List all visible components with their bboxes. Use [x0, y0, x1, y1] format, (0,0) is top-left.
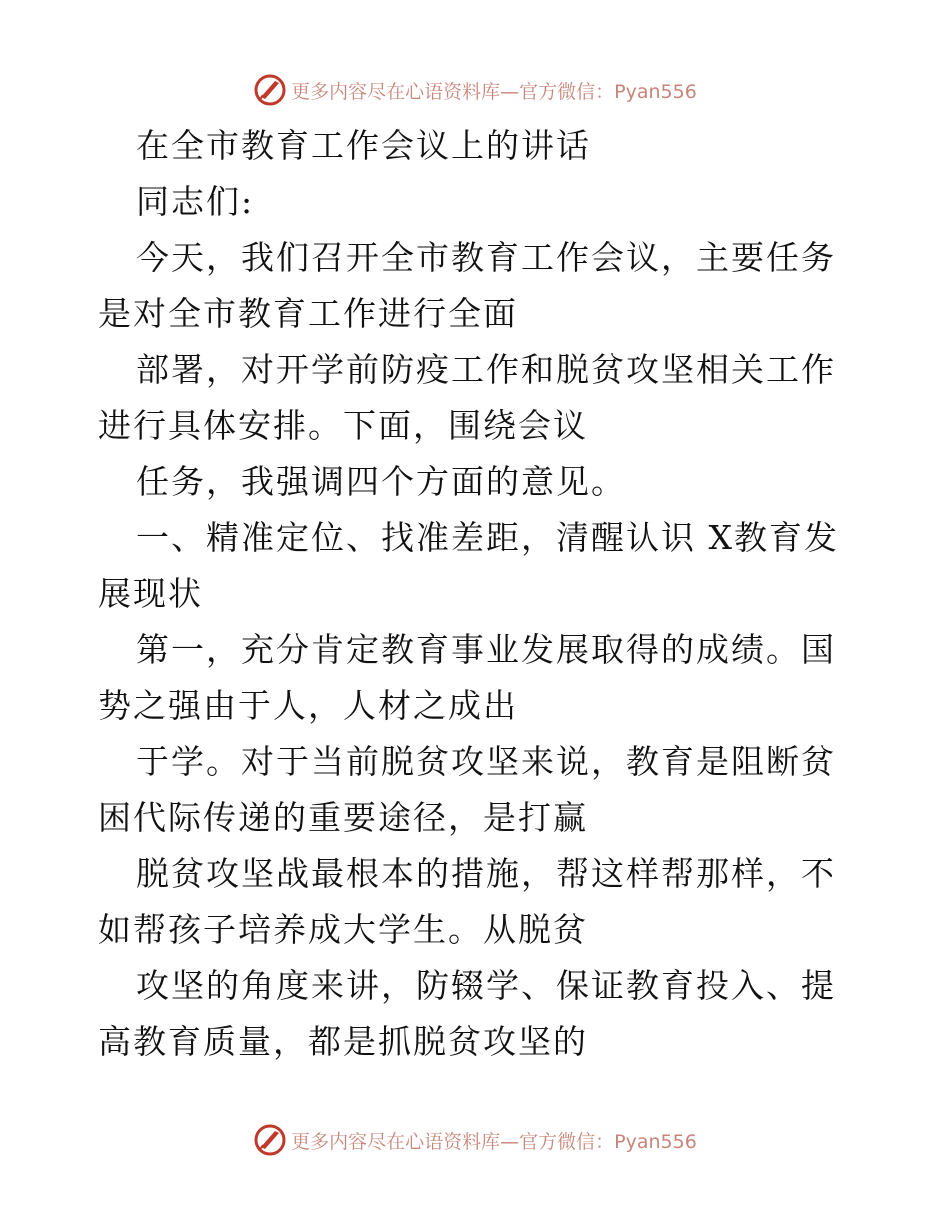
watermark-text: 更多内容尽在心语资料库—官方微信：Pyan556	[291, 80, 697, 103]
document-body	[98, 118, 858, 1070]
paragraph: 第一，充分肯定教育事业发展取得的成绩。国势之强由于人，人材之成出	[98, 630, 836, 725]
paragraph: 部署，对开学前防疫工作和脱贫攻坚相关工作进行具体安排。下面，围绕会议	[98, 350, 836, 445]
header-watermark	[0, 70, 950, 110]
paragraph: 任务，我强调四个方面的意见。	[136, 462, 626, 501]
paragraph: 脱贫攻坚战最根本的措施，帮这样帮那样，不如帮孩子培养成大学生。从脱贫	[98, 854, 836, 949]
paragraph: 攻坚的角度来讲，防辍学、保证教育投入、提高教育质量，都是抓脱贫攻坚的	[98, 966, 836, 1061]
greeting: 同志们:	[136, 182, 255, 221]
footer-watermark	[0, 1120, 950, 1160]
paragraph: 今天，我们召开全市教育工作会议，主要任务是对全市教育工作进行全面	[98, 238, 836, 333]
watermark-text: 更多内容尽在心语资料库—官方微信：Pyan556	[291, 1130, 697, 1153]
quill-logo-icon	[253, 73, 287, 107]
document-title: 在全市教育工作会议上的讲话	[136, 126, 591, 165]
section-heading: 一、精准定位、找准差距，清醒认识 X教育发展现状	[98, 518, 839, 613]
quill-logo-icon	[253, 1123, 287, 1157]
paragraph: 于学。对于当前脱贫攻坚来说，教育是阻断贫困代际传递的重要途径，是打赢	[98, 742, 836, 837]
